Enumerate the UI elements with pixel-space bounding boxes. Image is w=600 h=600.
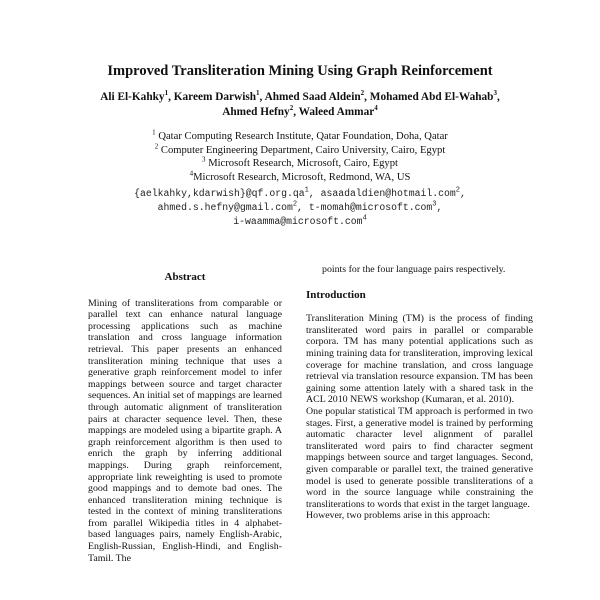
email-address[interactable]: {aelkahky,kdarwish}@qf.org.qa: [134, 188, 305, 199]
author-name: Ahmed Hefny: [222, 106, 290, 118]
author-name: Waleed Ammar: [298, 106, 375, 118]
intro-paragraph: However, two problems arise in this approach:: [306, 510, 491, 522]
author-affiliation-mark: 1: [256, 89, 260, 98]
affiliation-list: [80, 130, 520, 184]
left-column: [88, 272, 282, 564]
author-name: Kareem Darwish: [173, 91, 257, 103]
email-address[interactable]: t-momah@microsoft.com: [308, 202, 433, 214]
author-name: Mohamed Abd El-Wahab: [369, 91, 494, 103]
introduction-heading: Introduction: [306, 288, 366, 301]
right-column: [306, 264, 533, 522]
paper-title: Improved Transliteration Mining Using Graph Reinforcement: [107, 63, 493, 79]
author-name: Ahmed Saad Aldein: [264, 91, 361, 103]
affiliation-line: $^4$Microsoft Research, Microsoft, Redmond, WA, US: [189, 169, 411, 183]
affiliation-line: $^3$ Microsoft Research, Microsoft, Cairo, Egypt: [202, 155, 398, 170]
email-address[interactable]: asaadaldien@hotmail.com: [320, 188, 456, 199]
author-affiliation-mark: 1: [164, 89, 169, 98]
affiliation-line: $^2$ Computer Engineering Department, Cairo University, Cairo, Egypt: [154, 142, 446, 156]
author-affiliation-mark: 4: [374, 104, 378, 113]
abstract-text: Mining of transliterations from comparable or parallel text can enhance natural language processing applications such as machine translation and cross language information retrieval. This paper presents an enhanced transliteration mining technique that uses a generative graph reinforcement model to infer mappings between source and target character sequences. An initial set of mappings are learned through automatic alignment of transliteration pairs at character sequence level. Then, these mappings are modeled using a bipartite graph. A graph reinforcement algorithm is then used to enrich the graph by inferring additional mappings. During graph reinforcement, appropriate link reweighting is used to promote good mappings and to demote bad ones. The enhanced transliteration mining technique is tested in the context of mining transliterations from parallel Wikipedia titles in 4 alphabet-based languages pairs, namely English-Arabic, English-Russian, English-Hindi, and English-Tamil. The: [88, 297, 282, 564]
intro-paragraph: Transliteration Mining (TM) is the process of finding transliterated word pairs in parallel or comparable corpora. TM has many potential applications such as mining training data for transliteration, improving lexical coverage for machine translation, and cross language retrieval via translation resource expansion. TM has been gaining some attention lately with a shared task in the ACL 2010 NEWS workshop (Kumaran, et al. 2010).: [306, 313, 533, 406]
email-address[interactable]: i-waamma@microsoft.com: [233, 216, 363, 228]
affiliation-line: $^1$ Qatar Computing Research Institute, Qatar Foundation, Doha, Qatar: [152, 128, 448, 142]
email-list: $\{aelkahky,kdarwish\}@qf.org.qa^1$, asaadaldien@hotmail.com$^2$, ahmed.s.hefny@gmail.com$^2$, t-momah@microsoft.com$^3$, i-waamma@microsoft.com$^4$: [134, 186, 466, 228]
author-name: Ali El-Kahky: [100, 91, 165, 103]
continued-text: points for the four language pairs respectively.: [322, 264, 506, 275]
author-affiliation-mark: 2: [289, 104, 294, 113]
author-list: Ali El-Kahky$^1$, Kareem Darwish$^1$, Ahmed Saad Aldein$^2$, Mohamed Abd El-Wahab$^3$, Ahmed Hefny$^2$, Waleed Ammar$^4$: [100, 89, 500, 118]
author-affiliation-mark: 3: [493, 89, 497, 98]
author-affiliation-mark: 2: [360, 89, 365, 98]
abstract-heading: Abstract: [164, 271, 206, 283]
intro-paragraph: One popular statistical TM approach is performed in two stages. First, a generative model is trained by performing automatic character level alignment of parallel transliterated word pairs to find character segment mappings between source and target languages. Second, given comparable or parallel text, the trained generative model is used to generate possible transliterations of a word in the source language while constraining the transliterations to words that exist in the target language.: [306, 405, 533, 510]
email-address[interactable]: ahmed.s.hefny@gmail.com: [157, 202, 293, 214]
